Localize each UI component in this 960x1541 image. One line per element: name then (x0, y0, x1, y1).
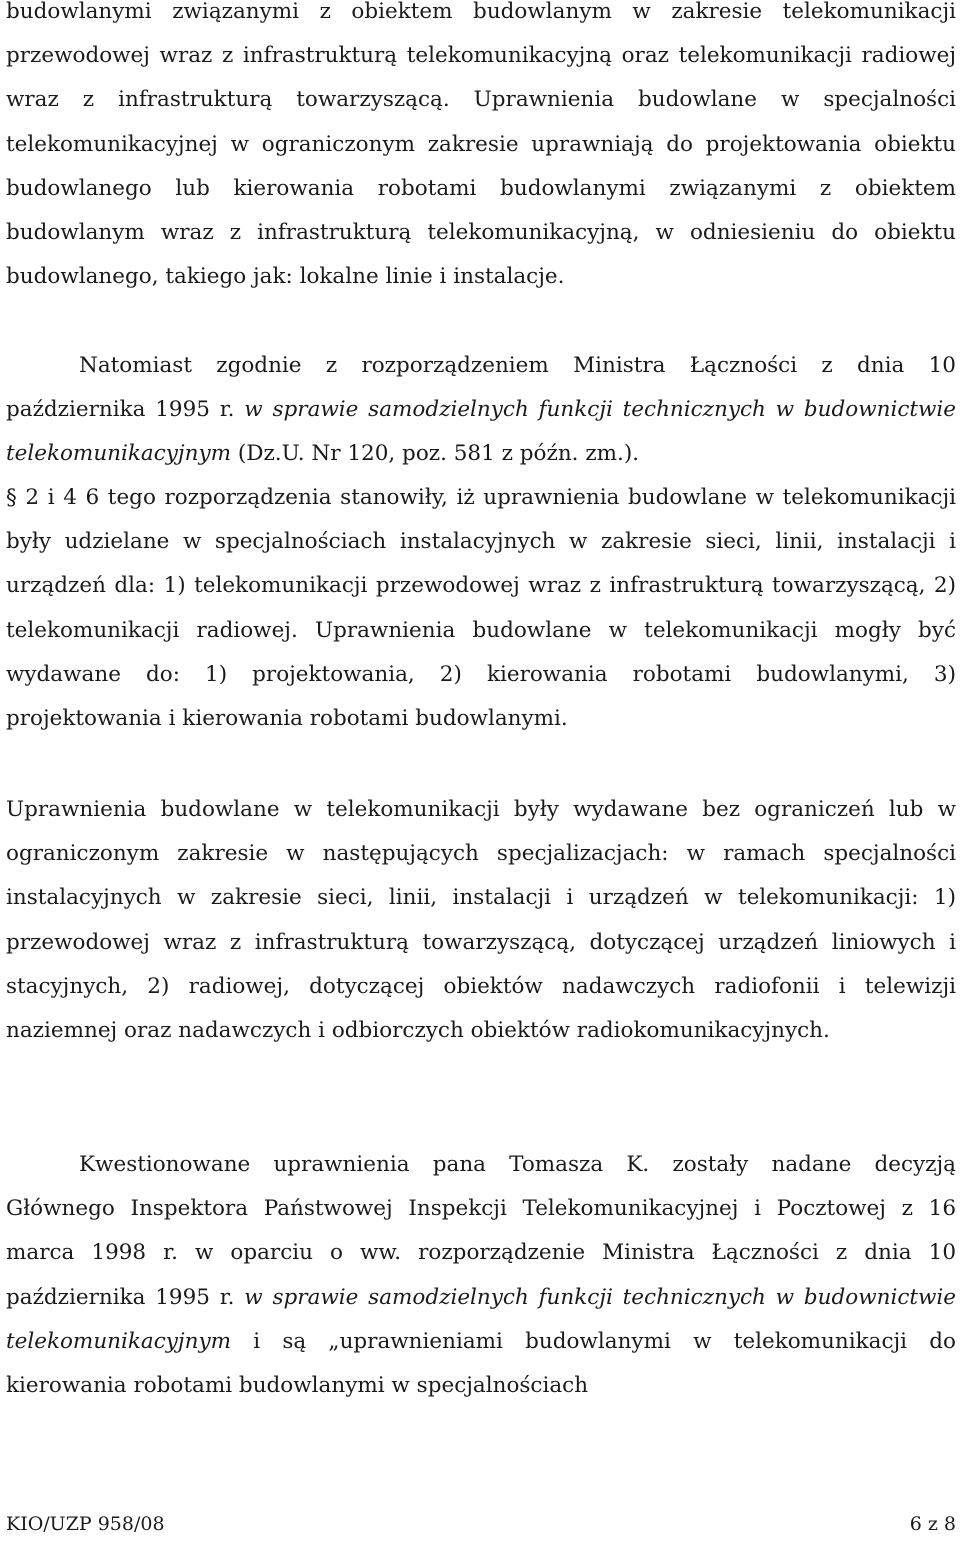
paragraph-5 (6, 1143, 956, 1408)
paragraph-3: § 2 i 4 6 tego rozporządzenia stanowiły, iż uprawnienia budowlane w telekomunikacji były udzielane w specjalnościach instalacyjnych w zakresie sieci, linii, instalacji i urządzeń dla: 1) telekomunikacji przewodowej wraz z infrastrukturą towarzyszącą, 2) telekomunikacji radiowej. Uprawnienia budowlane w telekomunikacji mogły być wydawane do: 1) projektowania, 2) kierowania robotami budowlanymi, 3) projektowania i kierowania robotami budowlanymi. (6, 485, 956, 732)
paragraph-4: Uprawnienia budowlane w telekomunikacji były wydawane bez ograniczeń lub w ograniczonym zakresie w następujących specjalizacjach: w ramach specjalności instalacyjnych w zakresie sieci, linii, instalacji i urządzeń w telekomunikacji: 1) przewodowej wraz z infrastrukturą towarzyszącą, dotyczącej urządzeń liniowych i stacyjnych, 2) radiowej, dotyczącej obiektów nadawczych radiofonii i telewizji naziemnej oraz nadawczych i odbiorczych obiektów radiokomunikacyjnych. (6, 797, 956, 1044)
paragraph-2 (6, 344, 956, 477)
paragraph-2-regulation-title: w sprawie samodzielnych funkcji technicznych w budownictwie telekomunikacyjnym (6, 397, 956, 467)
paragraph-5-text: Kwestionowane uprawnienia pana Tomasza K. zostały nadane decyzją Głównego Inspektora Państwowej Inspekcji Telekomunikacyjnej i Pocztowej z 16 marca 1998 r. w oparciu o ww. rozporządzenie Ministra Łączności z dnia 10 października 1995 r. (6, 1152, 956, 1310)
paragraph-5-regulation-title: w sprawie samodzielnych funkcji technicznych w budownictwie telekomunikacyjnym (6, 1284, 956, 1354)
paragraph-2-text: Natomiast zgodnie z rozporządzeniem Ministra Łączności z dnia 10 października 1995 r. (6, 353, 956, 423)
paragraph-5-continuation: i są „uprawnieniami budowlanymi w telekomunikacji do kierowania robotami budowlanymi w specjalnościach (6, 1328, 956, 1399)
paragraph-1: budowlanymi związanymi z obiektem budowlanym w zakresie telekomunikacji przewodowej wraz z infrastrukturą telekomunikacyjną oraz telekomunikacji radiowej wraz z infrastrukturą towarzyszącą. Uprawnienia budowlane w specjalności telekomunikacyjnej w ograniczonym zakresie uprawniają do projektowania obiektu budowlanego lub kierowania robotami budowlanymi związanymi z obiektem budowlanym wraz z infrastrukturą telekomunikacyjną, w odniesieniu do obiektu budowlanego, takiego jak: lokalne linie i instalacje. (6, 0, 956, 290)
page-number: 6 z 8 (909, 1513, 956, 1535)
paragraph-2-citation: (Dz.U. Nr 120, poz. 581 z późn. zm.). (230, 441, 640, 467)
case-reference: KIO/UZP 958/08 (6, 1513, 165, 1535)
